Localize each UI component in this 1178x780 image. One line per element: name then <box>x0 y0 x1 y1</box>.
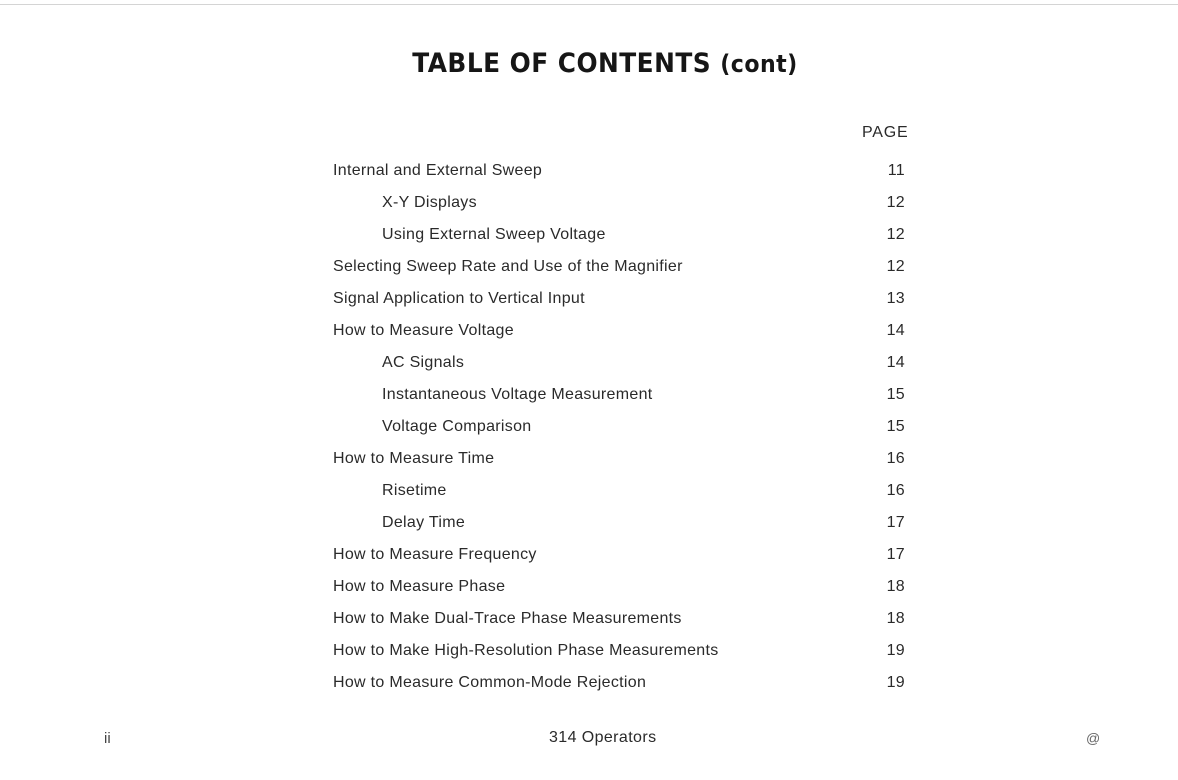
toc-entry-page: 19 <box>886 642 905 659</box>
toc-entry-label: How to Make High-Resolution Phase Measurements <box>333 642 719 659</box>
toc-entry-page: 15 <box>886 386 905 403</box>
toc-entry <box>333 322 913 354</box>
toc-entry-label: Using External Sweep Voltage <box>382 226 606 243</box>
toc-entry-label: Internal and External Sweep <box>333 162 543 179</box>
toc-entry <box>333 290 913 322</box>
toc-entry-page: 11 <box>887 162 905 179</box>
title-suffix: (cont) <box>720 50 798 78</box>
toc-entry-label: How to Measure Time <box>333 450 495 467</box>
toc-subentry <box>333 418 913 450</box>
toc-entry-label: X-Y Displays <box>382 194 477 211</box>
footer-page-number: ii <box>104 730 111 747</box>
toc-entry-page: 14 <box>886 322 905 339</box>
top-rule <box>0 4 1178 5</box>
toc-entry-page: 12 <box>886 194 905 211</box>
toc-entry-label: AC Signals <box>382 354 465 371</box>
toc-subentry <box>333 194 913 226</box>
toc-entry <box>333 610 913 642</box>
toc-subentry <box>333 514 913 546</box>
toc-entry-label: How to Measure Frequency <box>333 546 537 563</box>
toc-subentry <box>333 482 913 514</box>
toc-entry-label: Voltage Comparison <box>382 418 532 435</box>
toc-entry-label: Risetime <box>382 482 447 499</box>
toc-subentry <box>333 226 913 258</box>
toc-entry-label: Signal Application to Vertical Input <box>333 290 585 307</box>
toc-entry-page: 17 <box>886 546 905 563</box>
toc-entry <box>333 674 913 706</box>
toc-entry-label: How to Make Dual-Trace Phase Measurements <box>333 610 682 627</box>
toc-entry-label: How to Measure Voltage <box>333 322 514 339</box>
toc-entry-label: How to Measure Phase <box>333 578 506 595</box>
toc-entry-page: 16 <box>886 450 905 467</box>
footer-copyright-mark: @ <box>1086 730 1101 746</box>
page-title <box>48 48 1161 79</box>
toc-list <box>333 162 913 706</box>
toc-entry-page: 12 <box>886 226 905 243</box>
toc-entry-page: 14 <box>886 354 905 371</box>
toc-entry-label: Delay Time <box>382 514 466 531</box>
toc-entry-page: 13 <box>886 290 905 307</box>
toc-entry-page: 17 <box>886 514 905 531</box>
title-main: TABLE OF CONTENTS <box>412 48 712 79</box>
toc-entry <box>333 258 913 290</box>
toc-entry <box>333 578 913 610</box>
toc-entry-page: 19 <box>886 674 905 691</box>
toc-entry-label: Instantaneous Voltage Measurement <box>382 386 653 403</box>
toc-subentry <box>333 386 913 418</box>
toc-entry <box>333 642 913 674</box>
toc-entry-page: 18 <box>886 610 905 627</box>
toc-entry-page: 16 <box>886 482 905 499</box>
toc-entry <box>333 546 913 578</box>
toc-subentry <box>333 354 913 386</box>
toc-entry-label: How to Measure Common-Mode Rejection <box>333 674 647 691</box>
toc-entry-page: 15 <box>886 418 905 435</box>
footer-manual-title: 314 Operators <box>549 729 657 746</box>
toc-entry <box>333 450 913 482</box>
toc-entry-page: 12 <box>886 258 905 275</box>
page-column-header: PAGE <box>862 124 909 141</box>
toc-entry-page: 18 <box>886 578 905 595</box>
toc-entry-label: Selecting Sweep Rate and Use of the Magnifier <box>333 258 683 275</box>
toc-entry <box>333 162 913 194</box>
